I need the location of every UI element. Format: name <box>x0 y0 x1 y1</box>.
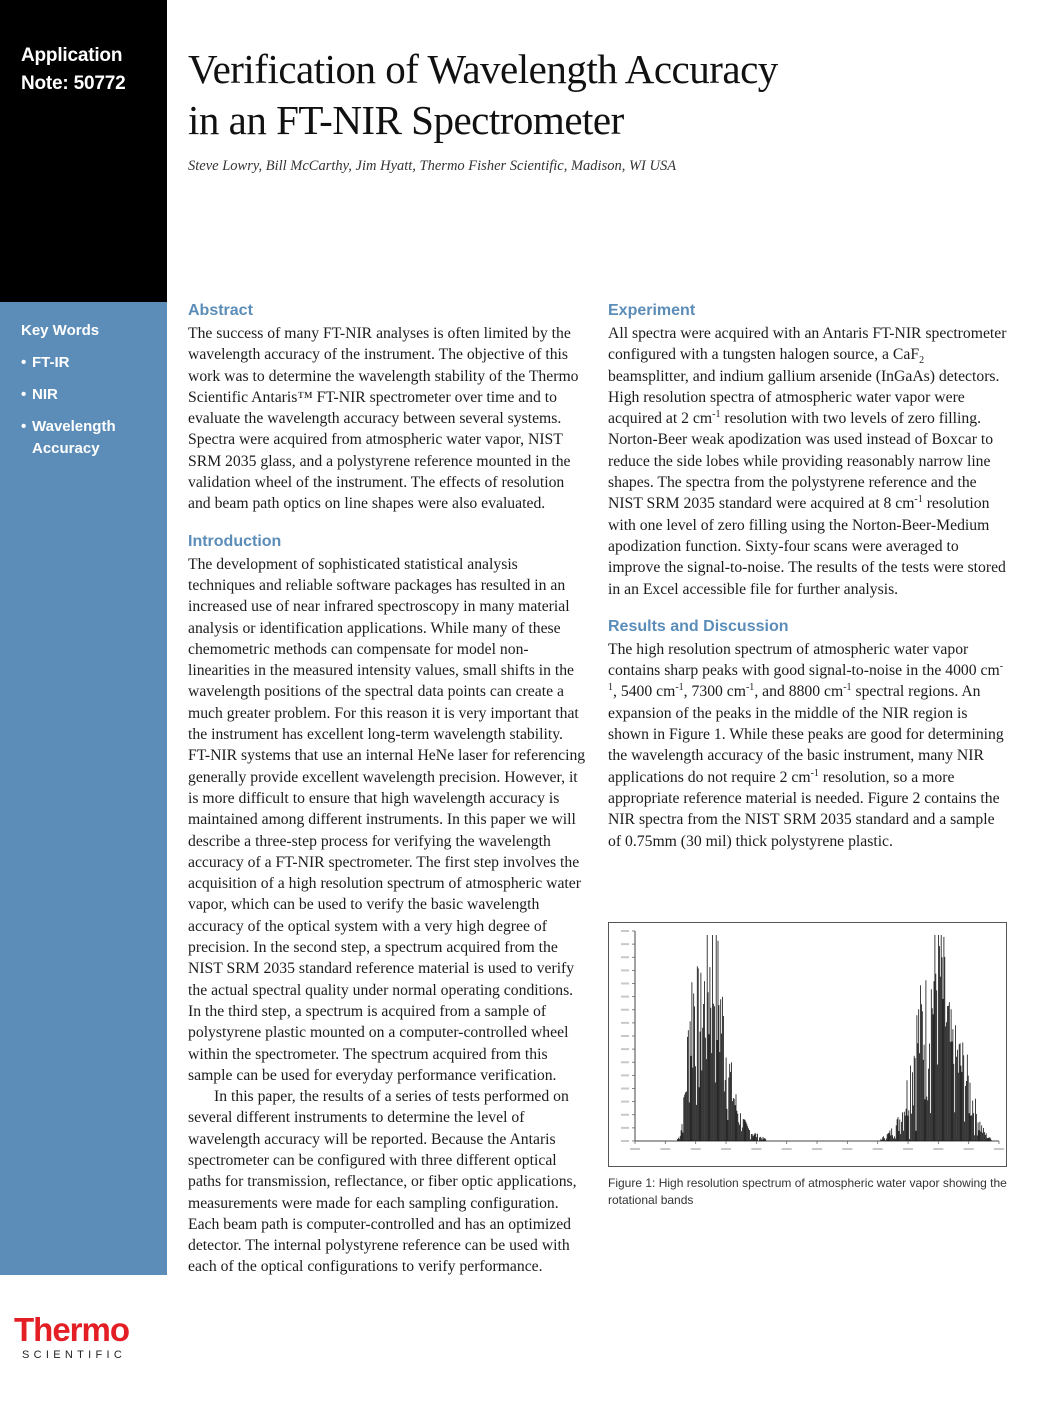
key-word-text: Wavelength Accuracy <box>32 418 116 457</box>
results-text: The high resolution spectrum of atmospheric water vapor contains sharp peaks with good signal-to-noise in the 4000 $cm^{-1}$, 5400 $cm^{-1}$, 7300 $cm^{-1}$, and 8800 $cm^{-1}$ spectral regions. An expansion of the peaks in the middle of the NIR region is shown in Figure 1. While these peaks are good for determining the wavelength accuracy of the basic instrument, many NIR applications do not require 2 $cm^{-1}$ resolution, so a more appropriate reference material is needed. Figure 2 contains the NIR spectra from the NIST SRM 2035 standard and a sample of 0.75mm (30 mil) thick polystyrene plastic. <box>608 640 1004 850</box>
experiment-heading: Experiment <box>608 302 696 319</box>
key-word-item <box>21 352 161 374</box>
results-heading: Results and Discussion <box>608 617 789 635</box>
application-note-label <box>21 42 161 98</box>
page-title <box>188 44 1028 146</box>
logo-sub: SCIENTIFIC <box>22 1349 127 1361</box>
abstract-heading: Abstract <box>188 302 253 319</box>
key-word-text: NIR <box>32 386 58 403</box>
key-words-title: Key Words <box>21 322 100 339</box>
key-words <box>21 320 161 470</box>
left-column <box>188 300 588 1278</box>
water-vapor-spectrum-plot <box>609 923 1006 1166</box>
key-words-list <box>21 352 161 460</box>
right-column <box>608 300 1008 852</box>
figure-1-caption: Figure 1: High resolution spectrum of atmospheric water vapor showing the rotational bands <box>608 1176 1007 1207</box>
experiment-text: All spectra were acquired with an Antaris FT-NIR spectrometer configured with a tungsten halogen source, a CaF$_2$ beamsplitter, and indium gallium arsenide (InGaAs) detectors. High resolution spectra of atmospheric water vapor were acquired at 2 $cm^{-1}$ resolution with two levels of zero filling. Norton-Beer weak apodization was used instead of Boxcar to reduce the side lobes while providing reasonably narrow line shapes. The spectra from the polystyrene reference and the NIST SRM 2035 standard were acquired at 8 $cm^{-1}$ resolution with one level of zero filling using the Norton-Beer-Medium apodization function. Sixty-four scans were averaged to improve the signal-to-noise. The results of the tests were stored in an Excel accessible file for further analysis. <box>608 325 1007 598</box>
key-word-text: FT-IR <box>32 354 70 371</box>
figure-1-spectrum <box>608 922 1007 1167</box>
key-word-item <box>21 384 161 406</box>
key-word-item <box>21 416 161 460</box>
logo-brand: Thermo <box>14 1311 130 1348</box>
bullet-icon: • <box>21 418 27 435</box>
abstract-text: The success of many FT-NIR analyses is often limited by the wavelength accuracy of the instrument. The objective of this work was to determine the wavelength stability of the Thermo Scientific Antaris™ FT-NIR spectrometer over time and to evaluate the wavelength accuracy between several systems. Spectra were acquired from atmospheric water vapor, NIST SRM 2035 glass, and a polystyrene reference mounted in the validation wheel of the instrument. The effects of resolution and beam path optics on line shapes were also evaluated. <box>188 325 579 513</box>
introduction-heading: Introduction <box>188 532 282 550</box>
bullet-icon: • <box>21 354 27 371</box>
introduction-paragraph-2: In this paper, the results of a series of tests performed on several different instruments to determine the level of wavelength accuracy will be reported. Because the Antaris spectrometer can be configured with three different optical paths for transmission, reflectance, or fiber optic applications, measurements were made for each sampling configuration. Each beam path is computer-controlled and has an optimized detector. The internal polystyrene reference can be used with each of the optical configurations to verify performance. <box>188 1088 577 1276</box>
thermo-scientific-logo <box>14 1313 154 1362</box>
app-note-number: Note: 50772 <box>21 73 126 94</box>
authors: Steve Lowry, Bill McCarthy, Jim Hyatt, Thermo Fisher Scientific, Madison, WI USA <box>188 158 677 174</box>
bullet-icon: • <box>21 386 27 403</box>
app-note-line1: Application <box>21 45 123 66</box>
title-line2: in an FT-NIR Spectrometer <box>188 97 624 143</box>
title-line1: Verification of Wavelength Accuracy <box>188 46 778 92</box>
introduction-paragraph-1: The development of sophisticated statistical analysis techniques and reliable software packages has resulted in an increased use of near infrared spectroscopy in many material analysis or identification applications. While many of these chemometric methods can compensate for model non-linearities in the measured intensity values, small shifts in the wavelength positions of the spectral data points can create a much greater problem. For this reason it is very important that the instrument has excellent long-term wavelength stability. FT-NIR systems that use an internal HeNe laser for referencing generally provide excellent wavelength precision. However, it is more difficult to ensure that high wavelength accuracy is maintained among different instruments. In this paper we will describe a three-step process for verifying the wavelength accuracy of a FT-NIR spectrometer. The first step involves the acquisition of a high resolution spectrum of atmospheric water vapor, which can be used to verify the basic wavelength accuracy of the optical system with a very high degree of precision. In the second step, a spectrum acquired from the NIST SRM 2035 standard reference material is used to verify the actual spectral quality under normal operating conditions. In the third step, a spectrum is acquired from a sample of polystyrene plastic mounted on a computer-controlled wheel within the spectrometer. The spectrum acquired from this sample can be used for everyday performance verification. <box>188 555 586 1084</box>
